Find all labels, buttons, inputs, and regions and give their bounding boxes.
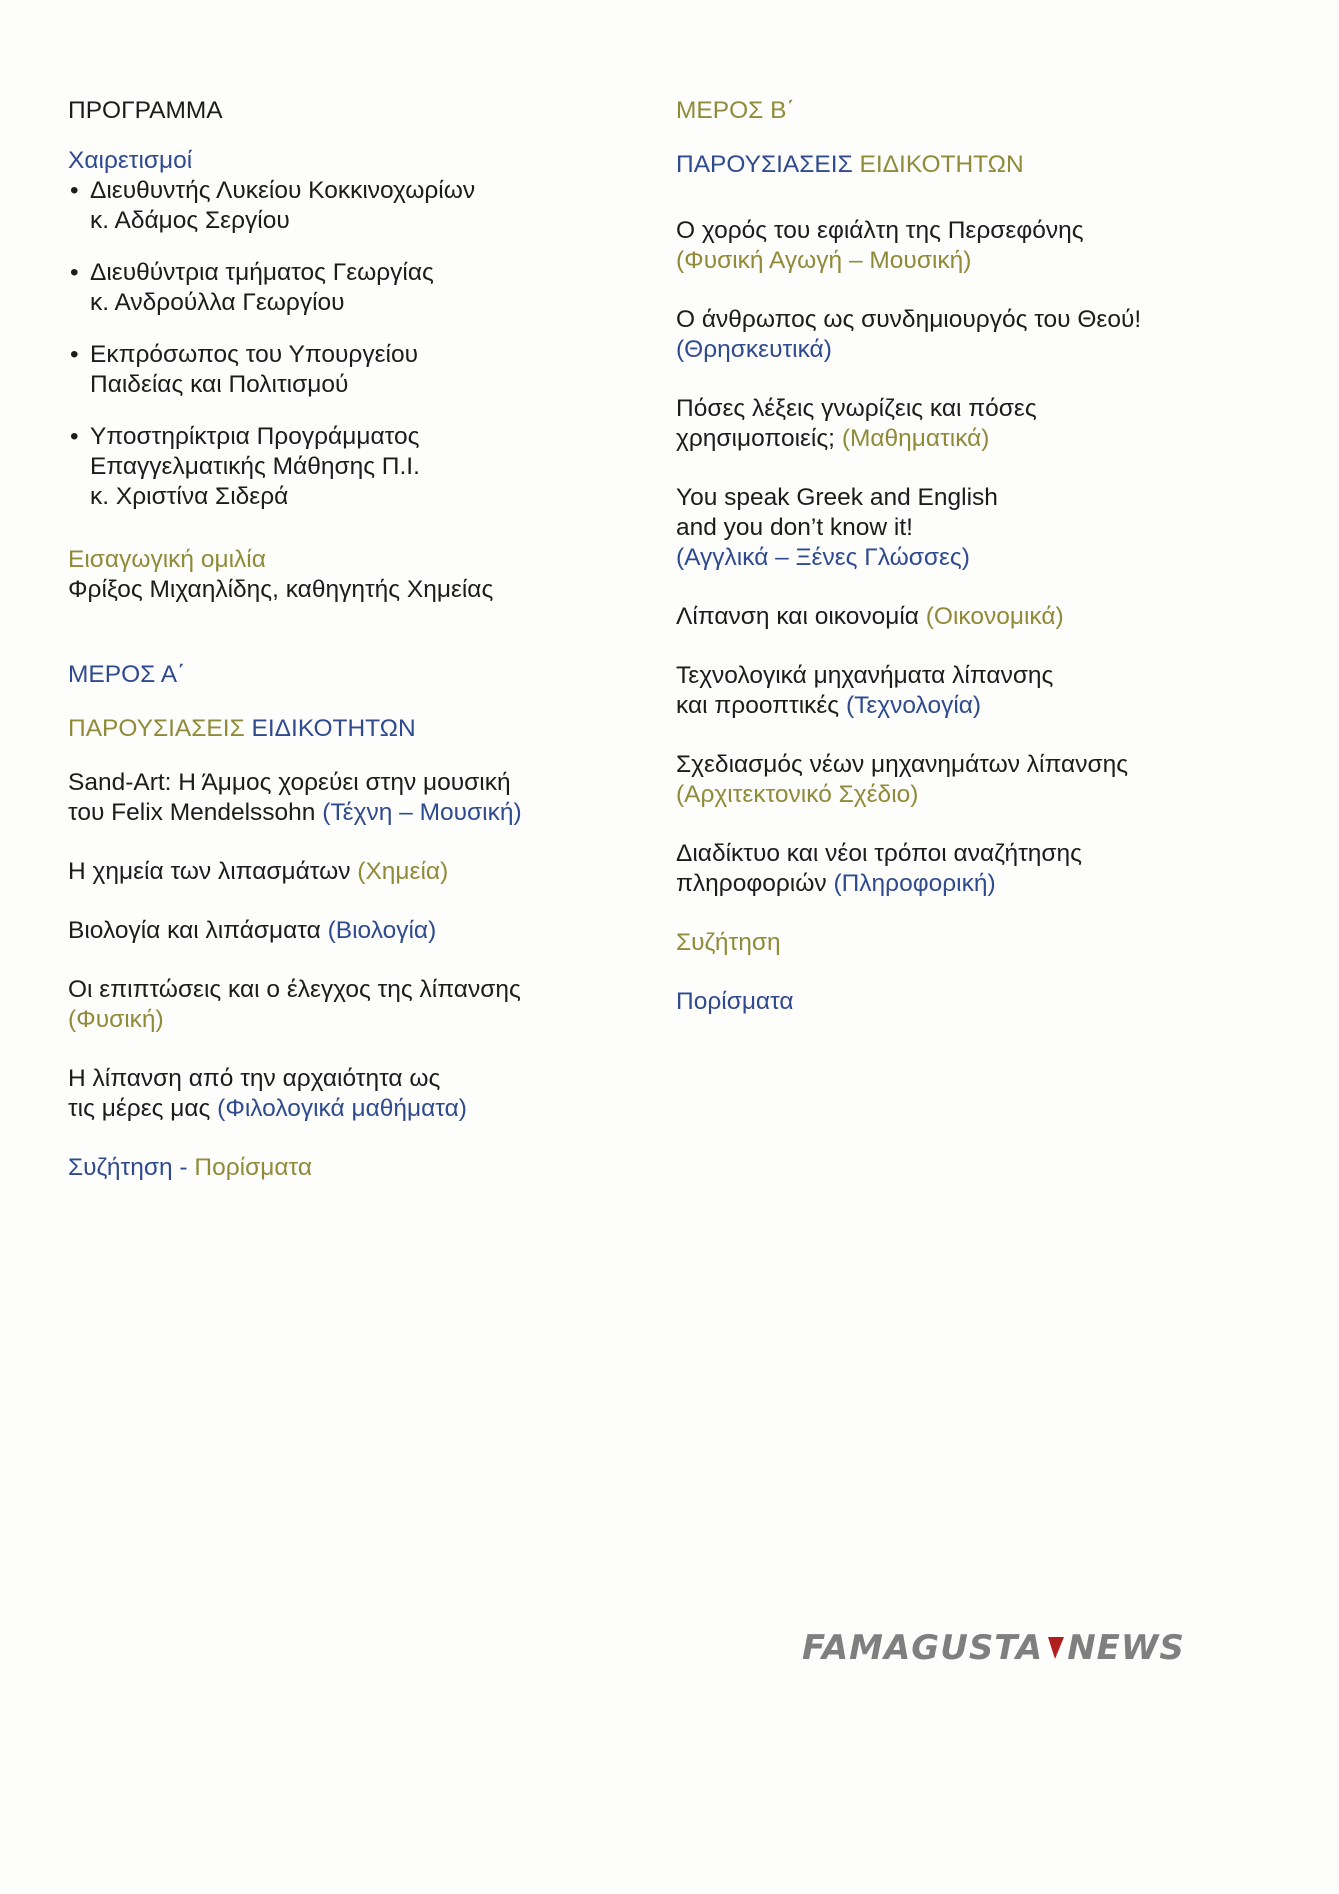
- left-column: [68, 96, 628, 1212]
- presentation-item: [676, 750, 1296, 810]
- conclusions-label: Πορίσματα: [194, 1154, 312, 1181]
- famagusta-news-logo: [802, 1628, 1185, 1668]
- greeting-role-cont: Επαγγελματικής Μάθησης Π.Ι.: [90, 453, 420, 480]
- greeting-role: • Εκπρόσωπος του Υπουργείου: [90, 341, 418, 368]
- greeting-role: • Διευθύντρια τμήματος Γεωργίας: [90, 259, 434, 286]
- presentation-title-cont: και προοπτικές: [676, 692, 840, 719]
- presentation-title: Λίπανση και οικονομία: [676, 603, 919, 630]
- logo-text-news: NEWS: [1067, 1628, 1185, 1668]
- presentation-title-cont: τις μέρες μας: [68, 1095, 211, 1122]
- greeting-name: κ. Αδάμος Σεργίου: [90, 207, 290, 234]
- presentations-heading-b: [676, 150, 1296, 180]
- part-b-title: ΜΕΡΟΣ Β΄: [676, 97, 795, 124]
- presentation-title: You speak Greek and English: [676, 484, 998, 511]
- presentation-item: [676, 602, 1296, 632]
- presentation-item: [676, 839, 1296, 899]
- presentation-subject: (Φυσική): [68, 1006, 164, 1033]
- presentation-title: Διαδίκτυο και νέοι τρόποι αναζήτησης: [676, 840, 1082, 867]
- greeting-item: [68, 258, 628, 318]
- presentation-title-cont: and you don’t know it!: [676, 514, 913, 541]
- part-a-title: ΜΕΡΟΣ Α΄: [68, 661, 186, 688]
- presentation-title: Βιολογία και λιπάσματα: [68, 917, 321, 944]
- presentations-word: ΠΑΡΟΥΣΙΑΣΕΙΣ: [68, 715, 245, 742]
- presentation-item: [676, 483, 1296, 573]
- presentation-subject: (Οικονομικά): [925, 603, 1064, 630]
- presentation-title: Sand-Art: Η Άμμος χορεύει στην μουσική: [68, 769, 511, 796]
- presentation-subject: (Θρησκευτικά): [676, 336, 832, 363]
- program-title: ΠΡΟΓΡΑΜΜΑ: [68, 97, 223, 124]
- greeting-item: [68, 422, 628, 512]
- specialties-word: ΕΙΔΙΚΟΤΗΤΩΝ: [251, 715, 416, 742]
- greeting-name: κ. Ανδρούλλα Γεωργίου: [90, 289, 345, 316]
- presentation-subject: (Τέχνη – Μουσική): [322, 799, 522, 826]
- presentation-subject: (Αγγλικά – Ξένες Γλώσσες): [676, 544, 970, 571]
- presentation-subject: (Φιλολογικά μαθήματα): [217, 1095, 467, 1122]
- presentation-subject: (Τεχνολογία): [845, 692, 982, 719]
- greetings-list: [68, 176, 628, 512]
- presentation-item: [676, 216, 1296, 276]
- presentation-subject: (Φυσική Αγωγή – Μουσική): [676, 247, 972, 274]
- intro-speaker: Φρίξος Μιχαηλίδης, καθηγητής Χημείας: [68, 576, 494, 603]
- presentation-subject: (Μαθηματικά): [841, 425, 990, 452]
- greeting-role: • Υποστηρίκτρια Προγράμματος: [90, 423, 420, 450]
- presentation-title-cont: του Felix Mendelssohn: [68, 799, 316, 826]
- intro-title: Εισαγωγική ομιλία: [68, 546, 266, 573]
- presentation-item: [68, 768, 628, 828]
- presentation-subject: (Αρχιτεκτονικό Σχέδιο): [676, 781, 919, 808]
- presentation-subject: (Βιολογία): [327, 917, 437, 944]
- discussion-label: Συζήτηση: [68, 1154, 173, 1181]
- greeting-role: • Διευθυντής Λυκείου Κοκκινοχωρίων: [90, 177, 476, 204]
- presentation-item: [676, 661, 1296, 721]
- greeting-item: [68, 176, 628, 236]
- presentation-title: Η λίπανση από την αρχαιότητα ως: [68, 1065, 441, 1092]
- conclusions-label: Πορίσματα: [676, 988, 794, 1015]
- discussion-label: Συζήτηση: [676, 929, 781, 956]
- greetings-title: Χαιρετισμοί: [68, 147, 193, 174]
- presentation-item: [68, 1064, 628, 1124]
- right-column: [676, 96, 1296, 1046]
- presentation-title-cont: πληροφοριών: [676, 870, 827, 897]
- presentation-title: Ο χορός του εφιάλτη της Περσεφόνης: [676, 217, 1084, 244]
- presentation-item: [676, 394, 1296, 454]
- presentations-heading-a: [68, 714, 628, 744]
- presentation-subject: (Πληροφορική): [833, 870, 996, 897]
- presentation-title: Οι επιπτώσεις και ο έλεγχος της λίπανσης: [68, 976, 521, 1003]
- greeting-role-cont: Παιδείας και Πολιτισμού: [90, 371, 349, 398]
- presentation-item: [68, 857, 628, 887]
- closing-separator: -: [179, 1154, 188, 1181]
- logo-text-famagusta: FAMAGUSTA: [802, 1628, 1044, 1668]
- logo-mark-icon: [1044, 1634, 1066, 1662]
- presentation-title: Σχεδιασμός νέων μηχανημάτων λίπανσης: [676, 751, 1129, 778]
- presentation-title: Ο άνθρωπος ως συνδημιουργός του Θεού!: [676, 306, 1142, 333]
- presentation-title: Πόσες λέξεις γνωρίζεις και πόσες: [676, 395, 1037, 422]
- presentation-item: [68, 975, 628, 1035]
- closing-line: [68, 1153, 628, 1183]
- presentation-item: [676, 305, 1296, 365]
- presentation-title-cont: χρησιμοποιείς;: [676, 425, 835, 452]
- presentation-title: Η χημεία των λιπασμάτων: [68, 858, 351, 885]
- presentation-item: [68, 916, 628, 946]
- greeting-name: κ. Χριστίνα Σιδερά: [90, 483, 289, 510]
- greeting-item: [68, 340, 628, 400]
- specialties-word: ΕΙΔΙΚΟΤΗΤΩΝ: [859, 151, 1024, 178]
- presentation-title: Τεχνολογικά μηχανήματα λίπανσης: [676, 662, 1054, 689]
- presentation-subject: (Χημεία): [357, 858, 449, 885]
- intro-speech: [68, 545, 628, 605]
- presentations-word: ΠΑΡΟΥΣΙΑΣΕΙΣ: [676, 151, 853, 178]
